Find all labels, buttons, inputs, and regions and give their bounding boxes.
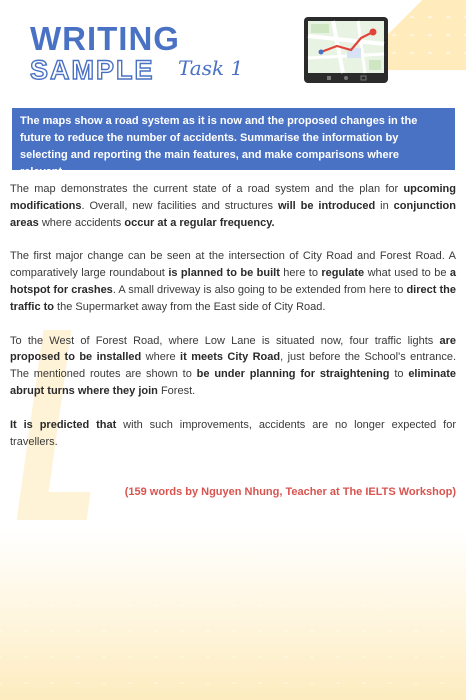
task-prompt-text: The maps show a road system as it is now and the proposed changes in the future to reduce the number of accidents. Summarise the information by selecting and reporting the main features, and make comparisons where relevant. (20, 115, 418, 178)
author-signature: (159 words by Nguyen Nhung, Teacher at The IELTS Workshop) (124, 486, 456, 498)
bold-phrase: direct the traffic to (10, 283, 457, 313)
bold-phrase: eliminate abrupt turns where they join (10, 368, 456, 397)
bold-phrase: a hotspot for crashes (10, 267, 457, 296)
bold-phrase: occur at a regular frequency. (124, 216, 275, 229)
text-run: with such improvements, accidents are no longer expected for travellers. (10, 418, 456, 448)
bold-phrase: It is predicted that (10, 418, 117, 431)
decorative-corner-grid (376, 0, 466, 60)
bold-phrase: be under planning for straightening (196, 368, 390, 381)
bold-phrase: it meets City Road (180, 351, 281, 364)
text-run: in (375, 199, 394, 212)
task-prompt-box (12, 108, 455, 178)
text-run: , just before the School's entrance. The mentioned routes are shown to (10, 351, 456, 381)
tablet-map-icon (303, 16, 389, 84)
task-label: Task 1 (178, 56, 244, 80)
text-run: Forest. (157, 384, 196, 397)
text-run: The map demonstrates the current state of a road system and the plan for (10, 183, 404, 195)
bold-phrase: regulate (321, 267, 365, 280)
essay-paragraph (10, 248, 456, 315)
bold-phrase: upcoming modifications (10, 183, 456, 212)
text-run: where (141, 351, 181, 364)
text-run: what used to be (364, 267, 450, 280)
bold-phrase: conjunction areas (10, 199, 456, 229)
bold-phrase: will be introduced (277, 199, 376, 212)
text-run: the Supermarket away from the East side of City Road. (54, 300, 326, 313)
page-subtitle: SAMPLE (30, 55, 155, 85)
text-run: here to (279, 267, 322, 280)
decorative-bottom-tiles (0, 580, 466, 700)
essay-paragraph (10, 181, 456, 231)
text-run: to (389, 368, 409, 381)
bold-phrase: is planned to be built (168, 267, 280, 280)
bold-phrase: are proposed to be installed (10, 334, 456, 364)
text-run: where accidents (38, 216, 125, 229)
page-title: WRITING (30, 20, 180, 57)
text-run: The first major change can be seen at the intersection of City Road and Forest Road. A comparatively large roundabout (10, 250, 456, 280)
text-run: To the West of Forest Road, where Low Lane is situated now, four traffic lights (10, 334, 440, 347)
essay-body (10, 181, 456, 467)
essay-paragraph (10, 333, 456, 400)
text-run: . A small driveway is also going to be extended from here to (112, 283, 407, 296)
essay-paragraph (10, 417, 456, 451)
text-run: . Overall, new facilities and structures (81, 199, 278, 212)
